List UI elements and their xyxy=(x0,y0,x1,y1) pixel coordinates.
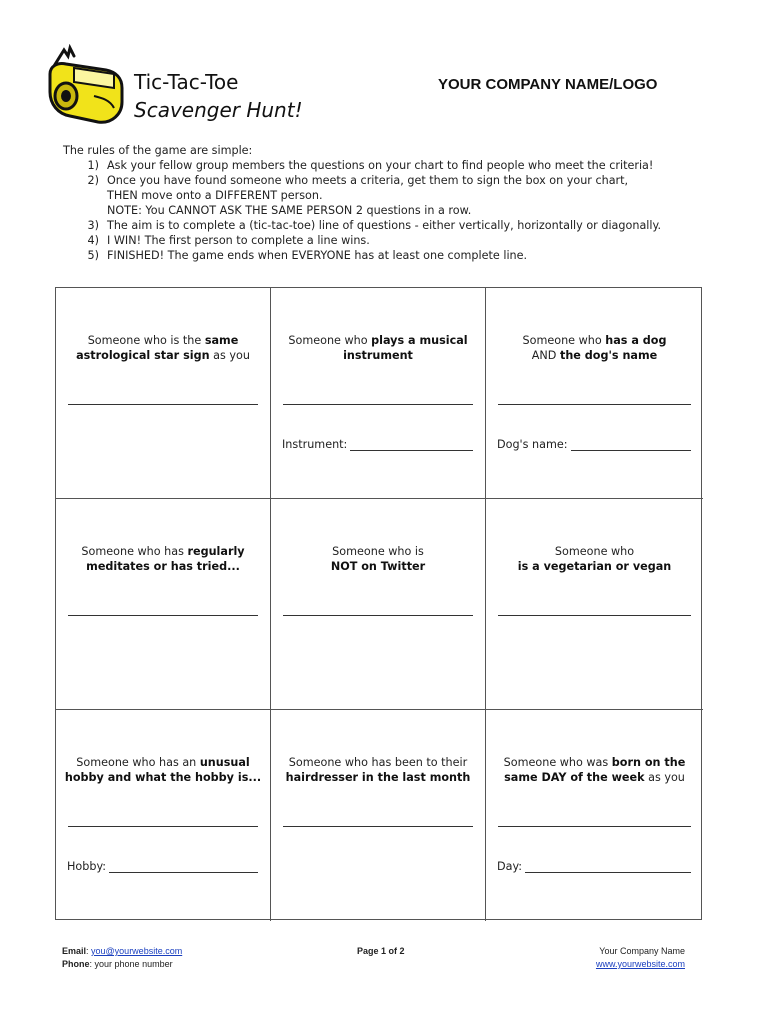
rules-intro: The rules of the game are simple: xyxy=(63,144,253,157)
grid-cell[interactable] xyxy=(486,288,703,499)
answer-label: Day: xyxy=(497,860,523,873)
rule-item xyxy=(63,188,723,203)
signature-line[interactable] xyxy=(283,826,473,827)
email-label: Email xyxy=(62,946,87,956)
page-number: Page 1 of 2 xyxy=(357,946,405,956)
signature-line[interactable] xyxy=(68,404,258,405)
grid-cell[interactable] xyxy=(486,710,703,921)
grid-cell[interactable] xyxy=(486,499,703,710)
grid-cell[interactable] xyxy=(271,499,486,710)
grid-cell[interactable] xyxy=(56,499,271,710)
rule-number: 1) xyxy=(87,159,99,172)
rule-number: 4) xyxy=(87,234,99,247)
cell-prompt: Someone who is the same astrological star sign as you xyxy=(76,334,250,362)
tic-tac-toe-grid xyxy=(55,287,702,920)
cell-prompt: Someone who has regularly meditates or has tried... xyxy=(81,545,245,573)
rule-text: FINISHED! The game ends when EVERYONE has at least one complete line. xyxy=(107,249,528,262)
signature-line[interactable] xyxy=(283,615,473,616)
rule-number: 2) xyxy=(87,174,99,187)
grid-cell[interactable] xyxy=(56,288,271,499)
cell-prompt: Someone who plays a musical instrument xyxy=(288,334,468,362)
answer-line[interactable] xyxy=(109,861,258,873)
grid-cell[interactable] xyxy=(56,710,271,921)
grid-cell[interactable] xyxy=(271,710,486,921)
answer-label: Dog's name: xyxy=(497,438,568,451)
rule-item xyxy=(63,158,723,173)
company-logo-placeholder: YOUR COMPANY NAME/LOGO xyxy=(438,76,658,93)
footer-company-name: Your Company Name xyxy=(599,946,685,956)
whistle-icon xyxy=(44,44,128,128)
rule-text: Once you have found someone who meets a criteria, get them to sign the box on your chart, xyxy=(107,174,629,187)
answer-line[interactable] xyxy=(350,439,473,451)
signature-line[interactable] xyxy=(498,826,691,827)
rules-section xyxy=(63,143,723,263)
rule-item xyxy=(63,248,723,263)
rule-item xyxy=(63,203,723,218)
cell-prompt: Someone who has been to their hairdresser in the last month xyxy=(285,756,471,784)
email-link[interactable]: you@yourwebsite.com xyxy=(91,946,183,956)
cell-prompt: Someone who has a dog AND the dog's name xyxy=(522,334,667,362)
answer-field[interactable] xyxy=(497,860,691,873)
footer-contact: Email: you@yourwebsite.com Phone: your phone number xyxy=(62,946,183,969)
rule-number: 5) xyxy=(87,249,99,262)
signature-line[interactable] xyxy=(68,826,258,827)
answer-label: Hobby: xyxy=(67,860,107,873)
answer-field[interactable] xyxy=(282,438,473,451)
rule-number: 3) xyxy=(87,219,99,232)
rule-text: THEN move onto a DIFFERENT person. xyxy=(107,189,323,202)
signature-line[interactable] xyxy=(283,404,473,405)
signature-line[interactable] xyxy=(498,404,691,405)
rule-text: I WIN! The first person to complete a line wins. xyxy=(107,234,370,247)
cell-prompt: Someone who has an unusual hobby and what the hobby is... xyxy=(64,756,262,784)
website-link[interactable]: www.yourwebsite.com xyxy=(595,959,685,969)
cell-prompt: Someone who is a vegetarian or vegan xyxy=(517,545,672,573)
grid-cell[interactable] xyxy=(271,288,486,499)
rule-item xyxy=(63,173,723,188)
answer-label: Instrument: xyxy=(282,438,348,451)
rule-text: NOTE: You CANNOT ASK THE SAME PERSON 2 questions in a row. xyxy=(107,204,472,217)
phone-label: Phone xyxy=(62,959,90,969)
rules-list xyxy=(63,158,723,263)
rule-number xyxy=(63,203,107,218)
page-subtitle: Scavenger Hunt! xyxy=(134,98,303,122)
answer-line[interactable] xyxy=(571,439,691,451)
signature-line[interactable] xyxy=(68,615,258,616)
answer-line[interactable] xyxy=(525,861,691,873)
rule-number xyxy=(63,188,107,203)
cell-prompt: Someone who was born on the same DAY of the week as you xyxy=(503,756,686,784)
rule-item xyxy=(63,233,723,248)
page-title: Tic-Tac-Toe xyxy=(134,70,239,94)
rule-text: Ask your fellow group members the questions on your chart to find people who meet the criteria! xyxy=(107,159,654,172)
rule-text: The aim is to complete a (tic-tac-toe) line of questions - either vertically, horizontally or diagonally. xyxy=(107,219,662,232)
rule-item xyxy=(63,218,723,233)
signature-line[interactable] xyxy=(498,615,691,616)
phone-value: your phone number xyxy=(94,959,173,969)
cell-prompt: Someone who is NOT on Twitter xyxy=(330,545,426,573)
footer-company xyxy=(573,945,685,971)
answer-field[interactable] xyxy=(497,438,691,451)
answer-field[interactable] xyxy=(67,860,258,873)
